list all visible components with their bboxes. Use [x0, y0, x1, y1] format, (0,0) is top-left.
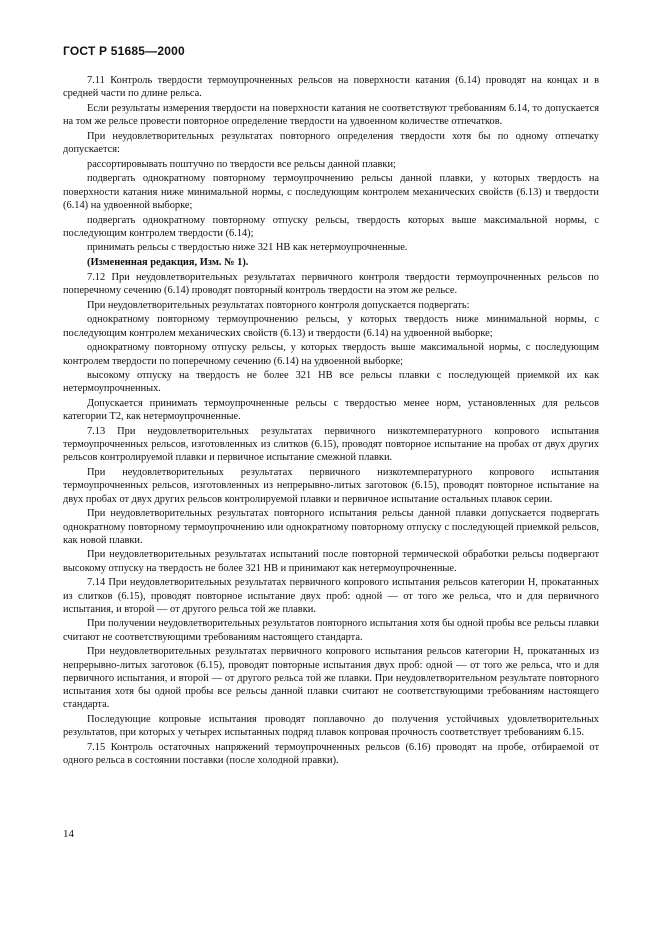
- paragraph: При неудовлетворительных результатах повторного определения твердости хотя бы по одному отпечатку допускается:: [63, 130, 599, 156]
- document-header: ГОСТ Р 51685—2000: [63, 44, 185, 58]
- page-number: 14: [63, 828, 74, 840]
- paragraph: подвергать однократному повторному термоупрочнению рельсы данной плавки, у которых твердость на поверхности катания ниже минимальной нормы, с последующим контролем механических свойств (6.13) и твердости (6.14) на удвоенной выборке;: [63, 173, 599, 211]
- paragraph: однократному повторному отпуску рельсы, у которых твердость выше максимальной нормы, с последующим контролем твердости по поперечному сечению (6.14) на удвоенной выборке;: [63, 342, 599, 367]
- paragraph: При неудовлетворительных результатах повторного контроля допускается подвергать:: [87, 299, 470, 311]
- paragraph: высокому отпуску на твердость не более 321 НВ все рельсы плавки с последующей приемкой их как нетермоупрочненных.: [63, 370, 599, 395]
- paragraph: При неудовлетворительных результатах испытаний после повторной термической обработки рельсы подвергают высокому отпуску на твердость не более 321 НВ и принимают как нетермоупрочненные.: [63, 549, 599, 574]
- paragraph: При неудовлетворительных результатах первичного низкотемпературного копрового испытания термоупрочненных рельсов, изготовленных из непрерывно-литых заготовок (6.15), проводят повторное испытание на двух пробах от двух других рельсов контролируемой плавки и первичное испытание остальных плавок серии.: [63, 467, 599, 505]
- paragraph: 7.15 Контроль остаточных напряжений термоупрочненных рельсов (6.16) проводят на пробе, отбираемой от одного рельса в состоянии поставки (после холодной правки).: [63, 741, 599, 766]
- paragraph: Последующие копровые испытания проводят поплавочно до получения устойчивых удовлетворительных результатов, при которых у четырех испытанных подряд плавок копровая прочность соответствует требованиям 6.15.: [63, 713, 599, 739]
- paragraph: Допускается принимать термоупрочненные рельсы с твердостью менее норм, установленных для рельсов категории Т2, как нетермоупрочненные.: [63, 398, 599, 423]
- paragraph: рассортировывать поштучно по твердости все рельсы данной плавки;: [87, 158, 396, 170]
- paragraph: При неудовлетворительных результатах первичного копрового испытания рельсов категории Н, прокатанных из непрерывно-литых заготовок (6.15), проводят повторные испытания двух проб: одной — от того же рельса, что и для первичного испытания, и второй — от другого рельса той же плавки. При неудовлетворительном результате повторного испытания хотя бы одной пробы все рельсы данной плавки считают не соответствующими требованиям настоящего стандарта.: [63, 646, 599, 711]
- paragraph: 7.13 При неудовлетворительных результатах первичного низкотемпературного копрового испытания термоупрочненных рельсов, изготовленных из слитков (6.15), проводят повторное испытание на пробах от двух других рельсов контролируемой плавки и первичное испытание смежной плавки.: [63, 426, 599, 464]
- paragraph: однократному повторному термоупрочнению рельсы, у которых твердость ниже минимальной нормы, с последующим контролем механических свойств (6.13) и твердости (6.14) на удвоенной выборке;: [63, 314, 599, 339]
- paragraph: 7.11 Контроль твердости термоупрочненных рельсов на поверхности катания (6.14) проводят на концах и в средней части по длине рельса.: [63, 75, 599, 100]
- paragraph: 7.14 При неудовлетворительных результатах первичного копрового испытания рельсов категории Н, прокатанных из слитков (6.15), проводят повторное испытание двух проб: одной — от того же рельса, что и для первичного испытания, и второй — от другого рельса той же плавки.: [63, 577, 599, 615]
- paragraph: принимать рельсы с твердостью ниже 321 НВ как нетермоупрочненные.: [87, 242, 408, 254]
- paragraph: При неудовлетворительных результатах повторного испытания рельсы данной плавки допускается подвергать однократному повторному термоупрочнению или однократному повторному отпуску с последующей приемкой рельсов, как новой плавки.: [63, 508, 599, 546]
- document-body: [63, 74, 599, 769]
- paragraph: 7.12 При неудовлетворительных результатах первичного контроля твердости термоупрочненных рельсов по поперечному сечению (6.14) проводят повторный контроль твердости на этом же рельсе.: [63, 271, 599, 297]
- amendment-note: (Измененная редакция, Изм. № 1).: [87, 257, 249, 269]
- paragraph: подвергать однократному повторному отпуску рельсы, твердость которых выше максимальной нормы, с последующим контролем твердости (6.14);: [63, 214, 599, 239]
- paragraph: Если результаты измерения твердости на поверхности катания не соответствуют требованиям 6.14, то допускается на том же рельсе провести повторное определение твердости на удвоенном количестве отпечатков.: [63, 102, 599, 128]
- paragraph: При получении неудовлетворительных результатов повторного испытания хотя бы одной пробы все рельсы плавки считают не соответствующими требованиям настоящего стандарта.: [63, 618, 599, 643]
